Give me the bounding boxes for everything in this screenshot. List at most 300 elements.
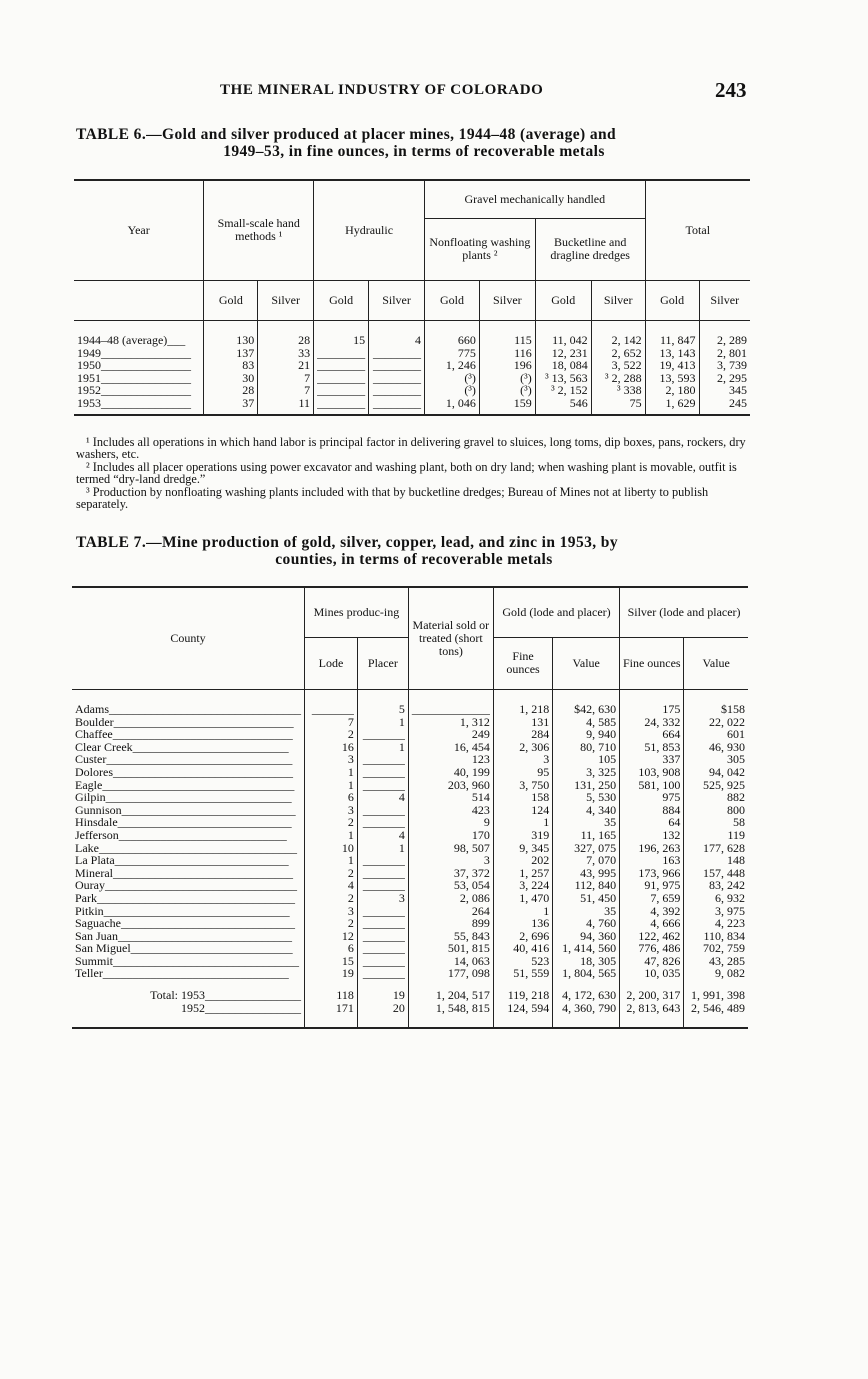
table7-row-cell: _______ [357, 879, 408, 892]
table7-row-cell: 53, 054 [408, 879, 493, 892]
table7-row-cell: 581, 100 [620, 779, 684, 792]
table7-row-cell: _______ [357, 942, 408, 955]
table6-row-cell: 21 [258, 359, 314, 372]
table7-row-cell: 163 [620, 854, 684, 867]
table6-row [74, 334, 750, 347]
table7-row-cell: 22, 022 [684, 716, 748, 729]
table7-total-1952-cell: 4, 360, 790 [553, 1002, 620, 1015]
table7-row-cell: 37, 372 [408, 867, 493, 880]
table6-row-cell: ________ [369, 372, 425, 385]
table7-row-cell: 58 [684, 816, 748, 829]
table7-row-cell: 4 [357, 791, 408, 804]
table7-row-label: Summit_______________________________ [75, 953, 300, 968]
table6-row-label: 1952_______________ [77, 383, 191, 398]
table7-row-cell: 170 [408, 829, 493, 842]
table6-caption [76, 126, 752, 160]
table7-header-material: Material sold or treated (short tons) [408, 587, 493, 689]
table7-row [72, 967, 748, 980]
table7-row-cell: 284 [493, 728, 552, 741]
table7-row-cell: 3 [305, 905, 358, 918]
table7-row-cell: _______ [357, 779, 408, 792]
table7-total-1952-cell: 124, 594 [493, 1002, 552, 1015]
table7-header-mines: Mines produc-ing [305, 587, 409, 637]
table7-row-cell: 800 [684, 804, 748, 817]
table6-row-cell: 30 [204, 372, 258, 385]
table6-row-cell: 775 [425, 347, 480, 360]
table6-row-cell: 1, 246 [425, 359, 480, 372]
table7-row-cell: 2, 306 [493, 741, 552, 754]
table7-row-cell: 157, 448 [684, 867, 748, 880]
table7-row-cell: 4, 392 [620, 905, 684, 918]
table7-row-cell: 15 [305, 955, 358, 968]
table7-row-cell: 1 [305, 779, 358, 792]
table7-row-cell: 43, 285 [684, 955, 748, 968]
table7-row-cell: 35 [553, 816, 620, 829]
table6-header-small-scale: Small-scale hand methods ¹ [204, 180, 314, 280]
table7-col-lode: Lode [305, 637, 358, 689]
table7-row-cell: 2 [305, 917, 358, 930]
table7-total-1953-cell: 1, 991, 398 [684, 989, 748, 1002]
table6-row-cell: (³) [479, 372, 535, 385]
table7-row-label: San Miguel___________________________ [75, 941, 293, 956]
table7-row-cell: 1, 312 [408, 716, 493, 729]
table6-col-silver: Silver [479, 280, 535, 320]
table6-row-cell: 137 [204, 347, 258, 360]
table6-row-cell: 28 [204, 384, 258, 397]
table7-row-cell: 158 [493, 791, 552, 804]
table7-row-label: Ouray________________________________ [75, 878, 297, 893]
table7-row-cell: 264 [408, 905, 493, 918]
table7-row-cell: 3, 224 [493, 879, 552, 892]
table7-row-cell: 776, 486 [620, 942, 684, 955]
table6-row [74, 359, 750, 372]
table6-row-cell: 11 [258, 397, 314, 410]
page-number: 243 [715, 78, 747, 102]
table6-row-cell: 13, 593 [645, 372, 699, 385]
table7-row-label: Gilpin_______________________________ [75, 790, 292, 805]
table6-row-cell: 7 [258, 372, 314, 385]
table7-total-1952-label: 1952________________ [181, 1000, 301, 1015]
table6-col-silver: Silver [369, 280, 425, 320]
table7-row-cell: _______ [357, 753, 408, 766]
table7-row [72, 728, 748, 741]
table6-row-cell: ³ 13, 563 [535, 372, 591, 385]
table7-row-cell: 2 [305, 728, 358, 741]
table7-row-cell: _______ [305, 703, 358, 716]
table7-row-cell: 1 [357, 741, 408, 754]
table7-row-cell: 1 [305, 766, 358, 779]
table6-row-cell: ________ [369, 397, 425, 410]
table7-row-label: Hinsdale_____________________________ [75, 815, 292, 830]
table6-row-cell: (³) [425, 372, 480, 385]
table6-footnotes [76, 436, 752, 510]
table7-row-cell: 884 [620, 804, 684, 817]
table7-row-label: Gunnison_____________________________ [75, 802, 296, 817]
table7-row-cell: 12 [305, 930, 358, 943]
table7-row-cell: 119 [684, 829, 748, 842]
table7-row [72, 703, 748, 716]
table7-row-cell: 4, 223 [684, 917, 748, 930]
table7-row-cell: 175 [620, 703, 684, 716]
table7-row-cell: 4, 666 [620, 917, 684, 930]
table7-total-1953-cell: 118 [305, 989, 358, 1002]
table7-row-cell: 2 [305, 867, 358, 880]
table7-total-1952-cell: 20 [357, 1002, 408, 1015]
table7-row-cell: 51, 559 [493, 967, 552, 980]
table7-row-cell: 423 [408, 804, 493, 817]
table6-row-cell: 2, 652 [591, 347, 645, 360]
table6-header-year: Year [74, 180, 204, 280]
table7-row-cell: 4, 585 [553, 716, 620, 729]
table7-row-cell: 1 [357, 842, 408, 855]
table7-row-cell: 5, 530 [553, 791, 620, 804]
table6-row-label: 1949_______________ [77, 345, 191, 360]
table7-row-cell: 124 [493, 804, 552, 817]
table7-total-1952-cell: 1, 548, 815 [408, 1002, 493, 1015]
table7-row-cell: 882 [684, 791, 748, 804]
table6-header-total: Total [645, 180, 750, 280]
table7-total-1953-cell: 2, 200, 317 [620, 989, 684, 1002]
table6-row-label: 1951_______________ [77, 370, 191, 385]
table7-row-cell: 202 [493, 854, 552, 867]
table7-row-cell: 18, 305 [553, 955, 620, 968]
table6-row-cell: ________ [369, 347, 425, 360]
table6-col-gold: Gold [425, 280, 480, 320]
table7-row-cell: 19 [305, 967, 358, 980]
table6-row-cell: ________ [369, 359, 425, 372]
table7-total-1952 [72, 1002, 748, 1015]
table7-row-cell: 1, 257 [493, 867, 552, 880]
table7-row-cell: 94, 360 [553, 930, 620, 943]
table7-row [72, 917, 748, 930]
table7-row-cell: 7 [305, 716, 358, 729]
table6-row-cell: 660 [425, 334, 480, 347]
table7-row-cell: _______ [357, 854, 408, 867]
table6-row-cell: 245 [699, 397, 750, 410]
table7-row-cell: 319 [493, 829, 552, 842]
table7-row-cell: 305 [684, 753, 748, 766]
table7-row [72, 766, 748, 779]
table7-col-silver-value: Value [684, 637, 748, 689]
table7-row-label: Dolores______________________________ [75, 764, 293, 779]
table7-row-label: Custer_______________________________ [75, 752, 293, 767]
table6-row-cell: 13, 143 [645, 347, 699, 360]
table7-row-cell: 95 [493, 766, 552, 779]
table7-row-cell: _______ [357, 955, 408, 968]
table7 [72, 586, 748, 1029]
footnote-3: ³ Production by nonfloating washing plants included with that by bucketline dredges; Bureau of Mines not at liberty to publish separately. [76, 484, 709, 512]
table7-total-1953 [72, 989, 748, 1002]
table7-row [72, 791, 748, 804]
table7-row-cell: 123 [408, 753, 493, 766]
table7-row-label: Teller_______________________________ [75, 966, 289, 981]
table7-total-1952-cell: 171 [305, 1002, 358, 1015]
table6-row-cell: 196 [479, 359, 535, 372]
table6-col-silver: Silver [699, 280, 750, 320]
table7-header-county: County [72, 587, 305, 689]
table6-row-cell: 11, 847 [645, 334, 699, 347]
table7-row-cell: 601 [684, 728, 748, 741]
table7-total-1953-cell: 19 [357, 989, 408, 1002]
table7-row-cell: 525, 925 [684, 779, 748, 792]
table6-row-label: 1950_______________ [77, 358, 191, 373]
table7-row-cell: _______ [357, 816, 408, 829]
table7-caption [76, 534, 752, 568]
table7-row-cell: 132 [620, 829, 684, 842]
running-header-title: THE MINERAL INDUSTRY OF COLORADO [220, 82, 544, 98]
table7-row-cell: 899 [408, 917, 493, 930]
table7-row-cell: 98, 507 [408, 842, 493, 855]
table7-row-label: Chaffee______________________________ [75, 727, 293, 742]
table7-row-cell: 3, 325 [553, 766, 620, 779]
table7-row-cell: 173, 966 [620, 867, 684, 880]
table6-header-bucketline: Bucketline and dragline dredges [535, 218, 645, 280]
table7-row-cell: 131, 250 [553, 779, 620, 792]
table6-row-cell: 28 [258, 334, 314, 347]
table7-col-placer: Placer [357, 637, 408, 689]
table6-caption-line1: TABLE 6.—Gold and silver produced at placer mines, 1944–48 (average) and [76, 126, 617, 143]
table7-row-cell: _______ [357, 867, 408, 880]
table6-row-cell: ³ 2, 152 [535, 384, 591, 397]
table6-row-cell: ________ [369, 384, 425, 397]
table7-row [72, 892, 748, 905]
table6-row-cell: 1, 629 [645, 397, 699, 410]
table7-row-cell: 94, 042 [684, 766, 748, 779]
table7-row-cell: 6 [305, 791, 358, 804]
table6-row-cell: 2, 180 [645, 384, 699, 397]
table6-row-cell: ________ [314, 397, 369, 410]
table7-row-cell: 203, 960 [408, 779, 493, 792]
table6-row-cell: (³) [479, 384, 535, 397]
table7-row-label: Lake_________________________________ [75, 840, 297, 855]
table6-row-cell: ³ 338 [591, 384, 645, 397]
table7-row-cell: _______ [357, 905, 408, 918]
table7-row-cell: 7, 659 [620, 892, 684, 905]
table7-row-label: San Juan_____________________________ [75, 928, 292, 943]
table7-row-cell: 16, 454 [408, 741, 493, 754]
table7-row-label: Saguache_____________________________ [75, 916, 295, 931]
table6-col-gold: Gold [535, 280, 591, 320]
table7-row-cell: 2, 696 [493, 930, 552, 943]
table7-row-cell: 1 [305, 854, 358, 867]
table6-row-cell: 1, 046 [425, 397, 480, 410]
table7-row-label: La Plata_____________________________ [75, 853, 289, 868]
table7-total-1952-cell: 2, 813, 643 [620, 1002, 684, 1015]
table6-row-cell: 19, 413 [645, 359, 699, 372]
table7-row-cell: 1, 470 [493, 892, 552, 905]
table7-row-cell: 5 [357, 703, 408, 716]
table7-row-cell: 1 [493, 816, 552, 829]
table7-row-label: Jefferson____________________________ [75, 827, 287, 842]
table7-row-cell: 3 [305, 804, 358, 817]
table7-row-cell: 131 [493, 716, 552, 729]
table7-row-cell: _______ [357, 766, 408, 779]
table7-row-cell: 327, 075 [553, 842, 620, 855]
table6-row-cell: 2, 289 [699, 334, 750, 347]
table7-row-cell: 2 [305, 892, 358, 905]
table7-col-gold-fine-ounces: Fine ounces [493, 637, 552, 689]
table7-row-cell: 1, 414, 560 [553, 942, 620, 955]
table7-row-label: Park_________________________________ [75, 890, 295, 905]
table7-row-cell: 664 [620, 728, 684, 741]
table7-row-cell: 9 [408, 816, 493, 829]
table6-row-cell: 33 [258, 347, 314, 360]
table6-row-cell: 3, 739 [699, 359, 750, 372]
table7-row-cell: _______ [357, 728, 408, 741]
table6-col-gold: Gold [645, 280, 699, 320]
table6-row-cell: 546 [535, 397, 591, 410]
table7-row-cell: 2 [305, 816, 358, 829]
table7-row-cell: 4, 760 [553, 917, 620, 930]
table7-row-label: Boulder______________________________ [75, 714, 294, 729]
table7-row-cell: 9, 082 [684, 967, 748, 980]
table7-row-cell: 6, 932 [684, 892, 748, 905]
table7-row-cell: $42, 630 [553, 703, 620, 716]
table7-row-cell: _______ [357, 804, 408, 817]
table7-row-cell: 110, 834 [684, 930, 748, 943]
table7-row-cell: 3 [357, 892, 408, 905]
table7-row-cell: 136 [493, 917, 552, 930]
table7-row-cell: 501, 815 [408, 942, 493, 955]
table7-total-1953-label: Total: 1953________________ [150, 988, 301, 1003]
table7-row-cell: 83, 242 [684, 879, 748, 892]
table6-row-cell: 2, 295 [699, 372, 750, 385]
table7-row-cell: 1 [493, 905, 552, 918]
table7-row-cell: 51, 450 [553, 892, 620, 905]
table6-row-cell: ________ [314, 372, 369, 385]
table6-row [74, 397, 750, 410]
table7-row-cell: 3 [408, 854, 493, 867]
table7-row-cell: 14, 063 [408, 955, 493, 968]
table7-row-cell: 9, 940 [553, 728, 620, 741]
table7-row-cell: 148 [684, 854, 748, 867]
table7-row-cell: 196, 263 [620, 842, 684, 855]
table7-row-cell: 1, 218 [493, 703, 552, 716]
table6-row-cell: ________ [314, 347, 369, 360]
table7-row-cell: 3, 975 [684, 905, 748, 918]
table7-row-cell: 1 [357, 716, 408, 729]
table6-row-cell: 12, 231 [535, 347, 591, 360]
table7-row-cell: 975 [620, 791, 684, 804]
table7-row-cell: 4 [305, 879, 358, 892]
table6-row-label: 1953_______________ [77, 395, 191, 410]
table7-row-label: Adams________________________________ [75, 702, 301, 716]
table7-row-cell: _______ [357, 930, 408, 943]
table7-row-cell: 16 [305, 741, 358, 754]
table6-row-cell: ³ 2, 288 [591, 372, 645, 385]
table6-row-cell: 115 [479, 334, 535, 347]
table7-header-gold: Gold (lode and placer) [493, 587, 619, 637]
table7-row-cell: 6 [305, 942, 358, 955]
table7-row-cell: 337 [620, 753, 684, 766]
table7-row-cell: 4, 340 [553, 804, 620, 817]
table7-row-cell: 46, 930 [684, 741, 748, 754]
table7-row-cell: $158 [684, 703, 748, 716]
table6-row-cell: 2, 801 [699, 347, 750, 360]
table6-row-cell: 2, 142 [591, 334, 645, 347]
table7-row-cell: 64 [620, 816, 684, 829]
table7-row [72, 854, 748, 867]
table7-row-cell: 80, 710 [553, 741, 620, 754]
table7-row-cell: 10, 035 [620, 967, 684, 980]
table7-row-cell: 122, 462 [620, 930, 684, 943]
table7-row-cell: 24, 332 [620, 716, 684, 729]
table7-row-cell: 91, 975 [620, 879, 684, 892]
table7-header-silver: Silver (lode and placer) [620, 587, 748, 637]
table6-row-cell: 159 [479, 397, 535, 410]
table7-row-cell: 55, 843 [408, 930, 493, 943]
table7-total-1953-cell: 119, 218 [493, 989, 552, 1002]
table7-caption-line2: counties, in terms of recoverable metals [275, 551, 553, 568]
table7-row-label: Eagle________________________________ [75, 777, 295, 792]
table7-row-cell: 2, 086 [408, 892, 493, 905]
table6-col-gold: Gold [204, 280, 258, 320]
table6-row-cell: 116 [479, 347, 535, 360]
table6 [74, 179, 750, 416]
table7-row-cell: 3 [493, 753, 552, 766]
table7-row-cell: 35 [553, 905, 620, 918]
table6-header-gravel: Gravel mechanically handled [425, 180, 646, 218]
table6-row-cell: 11, 042 [535, 334, 591, 347]
table6-row-cell: 4 [369, 334, 425, 347]
table7-row-label: Pitkin_______________________________ [75, 903, 290, 918]
table6-row-cell: 75 [591, 397, 645, 410]
footnote-2: ² Includes all placer operations using power excavator and washing plant, both on dry land; when washing plant is movable, outfit is termed “dry-land dredge.” [76, 459, 737, 487]
table7-row-cell: 112, 840 [553, 879, 620, 892]
table6-header-nonfloating: Nonfloating washing plants ² [425, 218, 536, 280]
footnote-1: ¹ Includes all operations in which hand labor is principal factor in delivering gravel to sluices, long toms, dip boxes, pans, rockers, dry washers, etc. [76, 435, 746, 462]
table7-row-cell: _______ [357, 917, 408, 930]
table6-col-gold: Gold [314, 280, 369, 320]
table7-row-cell: 43, 995 [553, 867, 620, 880]
table7-row-cell: 177, 098 [408, 967, 493, 980]
table7-row-cell: 177, 628 [684, 842, 748, 855]
table7-row-cell: 3, 750 [493, 779, 552, 792]
table7-row-cell: 7, 070 [553, 854, 620, 867]
table7-row [72, 942, 748, 955]
table6-row-cell: 3, 522 [591, 359, 645, 372]
table7-row [72, 829, 748, 842]
table7-row-cell: 249 [408, 728, 493, 741]
table7-row-cell: 47, 826 [620, 955, 684, 968]
table7-col-silver-fine-ounces: Fine ounces [620, 637, 684, 689]
table7-row-cell: 10 [305, 842, 358, 855]
table7-total-1952-cell: 2, 546, 489 [684, 1002, 748, 1015]
table7-row-cell: 103, 908 [620, 766, 684, 779]
table6-col-silver: Silver [591, 280, 645, 320]
table6-col-silver: Silver [258, 280, 314, 320]
table7-row-cell: 51, 853 [620, 741, 684, 754]
table6-header-hydraulic: Hydraulic [314, 180, 425, 280]
table6-row-cell: 18, 084 [535, 359, 591, 372]
table6-row-cell: ________ [314, 384, 369, 397]
table6-row-cell: ________ [314, 359, 369, 372]
table7-row-cell: 3 [305, 753, 358, 766]
table6-row-cell: (³) [425, 384, 480, 397]
table6-row-cell: 15 [314, 334, 369, 347]
table7-total-1953-cell: 4, 172, 630 [553, 989, 620, 1002]
table7-row-cell: 702, 759 [684, 942, 748, 955]
table7-row-cell: 40, 199 [408, 766, 493, 779]
table6-row-cell: 7 [258, 384, 314, 397]
table7-row-cell: 523 [493, 955, 552, 968]
table7-row-label: Clear Creek__________________________ [75, 739, 289, 754]
table7-row-cell: _______ [357, 967, 408, 980]
table7-row-cell: 9, 345 [493, 842, 552, 855]
table7-col-gold-value: Value [553, 637, 620, 689]
table7-row-cell: _____________ [408, 703, 493, 716]
table7-row-cell: 11, 165 [553, 829, 620, 842]
